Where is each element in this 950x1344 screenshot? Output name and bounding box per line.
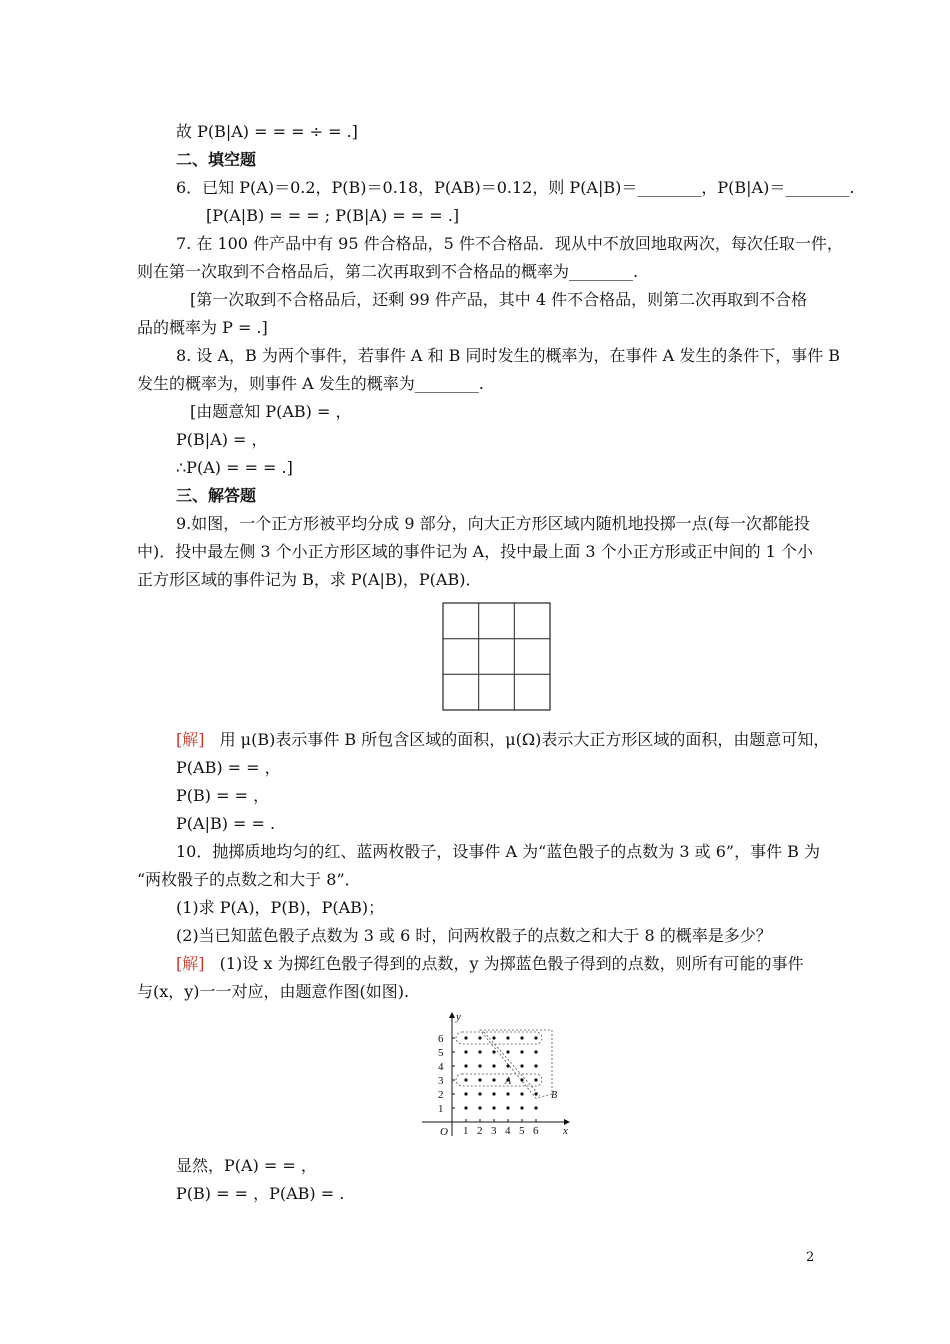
solution-9-cont: P(AB) = = ， xyxy=(176,758,281,777)
x-tick-label: 1 xyxy=(463,1125,469,1137)
y-axis-label: y xyxy=(456,1011,461,1023)
event-a-region xyxy=(456,1032,542,1044)
outcome-point xyxy=(506,1064,509,1067)
y-tick-label: 2 xyxy=(438,1089,444,1101)
y-tick-label: 1 xyxy=(438,1103,444,1115)
outcome-point xyxy=(520,1106,523,1109)
y-tick-label: 4 xyxy=(438,1061,444,1073)
outcome-point xyxy=(534,1078,537,1081)
solution-9-cont: P(B) = = ， xyxy=(176,786,270,805)
outcome-point xyxy=(492,1106,495,1109)
outcome-point xyxy=(478,1092,481,1095)
event-a-region xyxy=(456,1074,542,1086)
question-8-cont: 发生的概率为，则事件 A 发生的概率为________. xyxy=(137,374,484,393)
dice-outcome-figure xyxy=(418,1010,574,1140)
outcome-point xyxy=(534,1064,537,1067)
question-10-cont: “两枚骰子的点数之和大于 8”． xyxy=(137,870,361,889)
event-a-label: A xyxy=(505,1076,512,1087)
outcome-point xyxy=(492,1036,495,1039)
outcome-point xyxy=(506,1036,509,1039)
question-10: 10．抛掷质地均匀的红、蓝两枚骰子，设事件 A 为“蓝色骰子的点数为 3 或 6”，事件 B 为 xyxy=(176,842,820,861)
outcome-point xyxy=(506,1092,509,1095)
x-tick-label: 2 xyxy=(477,1125,483,1137)
solution-tag: [解] xyxy=(176,730,205,749)
outcome-point xyxy=(464,1064,467,1067)
answer-8-cont: P(B|A) = ， xyxy=(176,430,268,449)
outcome-point xyxy=(520,1092,523,1095)
question-9-cont: 正方形区域的事件记为 B，求 P(A|B)，P(AB)． xyxy=(137,570,482,589)
solution-10-cont: 与(x，y)一一对应，由题意作图(如图). xyxy=(137,982,410,1001)
solution-text: 用 μ(B)表示事件 B 所包含区域的面积，μ(Ω)表示大正方形区域的面积，由题意可知， xyxy=(219,730,830,749)
outcome-point xyxy=(464,1036,467,1039)
question-6: 6．已知 P(A)＝0.2，P(B)＝0.18，P(AB)＝0.12，则 P(A|B)＝________，P(B|A)＝________. xyxy=(176,178,855,197)
outcome-point xyxy=(492,1078,495,1081)
solution-10-cont: 显然，P(A) = = ， xyxy=(176,1156,317,1175)
outcome-point xyxy=(464,1092,467,1095)
x-tick-label: 5 xyxy=(519,1125,525,1137)
outcome-point xyxy=(464,1050,467,1053)
question-8: 8. 设 A，B 为两个事件，若事件 A 和 B 同时发生的概率为，在事件 A 发生的条件下，事件 B xyxy=(176,346,841,365)
question-9: 9.如图，一个正方形被平均分成 9 部分，向大正方形区域内随机地投掷一点(每一次都能投 xyxy=(176,514,810,533)
outcome-point xyxy=(534,1050,537,1053)
solution-text: (1)设 x 为掷红色骰子得到的点数，y 为掷蓝色骰子得到的点数，则所有可能的事件 xyxy=(219,954,804,973)
outcome-point xyxy=(506,1106,509,1109)
solution-9-cont: P(A|B) = = . xyxy=(176,814,276,833)
origin-label: O xyxy=(440,1126,448,1138)
page-number: 2 xyxy=(806,1250,815,1265)
question-7: 7. 在 100 件产品中有 95 件合格品，5 件不合格品．现从中不放回地取两次，每次任取一件， xyxy=(176,234,843,253)
outcome-point xyxy=(534,1036,537,1039)
outcome-point xyxy=(478,1078,481,1081)
answer-7-cont: 品的概率为 P = .] xyxy=(137,318,268,337)
y-tick-label: 3 xyxy=(438,1075,444,1087)
outcome-point xyxy=(478,1106,481,1109)
solution-9 xyxy=(176,730,829,750)
grid-figure xyxy=(442,602,552,712)
question-10-part2: (2)当已知蓝色骰子点数为 3 或 6 时，问两枚骰子的点数之和大于 8 的概率是多少？ xyxy=(176,926,772,945)
outcome-point xyxy=(464,1078,467,1081)
x-axis-label: x xyxy=(563,1125,568,1137)
x-tick-label: 4 xyxy=(505,1125,511,1137)
answer-8: [由题意知 P(AB) = ， xyxy=(190,402,352,421)
text-line: 故 P(B|A) = = = ÷ = .] xyxy=(176,122,358,141)
solution-10-cont: P(B) = = ，P(AB) = . xyxy=(176,1184,345,1203)
y-tick-label: 6 xyxy=(438,1033,444,1045)
solution-tag: [解] xyxy=(176,954,205,973)
x-tick-label: 6 xyxy=(533,1125,539,1137)
section-heading: 二、填空题 xyxy=(176,150,257,169)
outcome-point xyxy=(492,1050,495,1053)
outcome-point xyxy=(478,1050,481,1053)
x-tick-label: 3 xyxy=(491,1125,497,1137)
y-tick-label: 5 xyxy=(438,1047,444,1059)
outcome-point xyxy=(520,1036,523,1039)
section-heading: 三、解答题 xyxy=(176,486,257,505)
event-b-boundary xyxy=(484,1032,540,1096)
outcome-point xyxy=(492,1092,495,1095)
solution-10 xyxy=(176,954,804,974)
outcome-point xyxy=(520,1050,523,1053)
outcome-point xyxy=(506,1050,509,1053)
outcome-point xyxy=(478,1036,481,1039)
answer-7: [第一次取到不合格品后，还剩 99 件产品，其中 4 件不合格品，则第二次再取到不合格 xyxy=(190,290,808,309)
outcome-point xyxy=(478,1064,481,1067)
question-7-cont: 则在第一次取到不合格品后，第二次再取到不合格品的概率为________. xyxy=(137,262,639,281)
outcome-point xyxy=(492,1064,495,1067)
y-axis-arrow xyxy=(449,1012,455,1018)
answer-6: [P(A|B) = = = ; P(B|A) = = = .] xyxy=(206,206,460,225)
question-9-cont: 中)．投中最左侧 3 个小正方形区域的事件记为 A，投中最上面 3 个小正方形或正中间的 1 个小 xyxy=(137,542,813,561)
outcome-point xyxy=(534,1106,537,1109)
question-10-part1: (1)求 P(A)，P(B)，P(AB)； xyxy=(176,898,385,917)
outcome-point xyxy=(520,1064,523,1067)
outcome-point xyxy=(464,1106,467,1109)
event-b-label: B xyxy=(551,1090,558,1101)
answer-8-cont: ∴P(A) = = = .] xyxy=(176,458,293,477)
